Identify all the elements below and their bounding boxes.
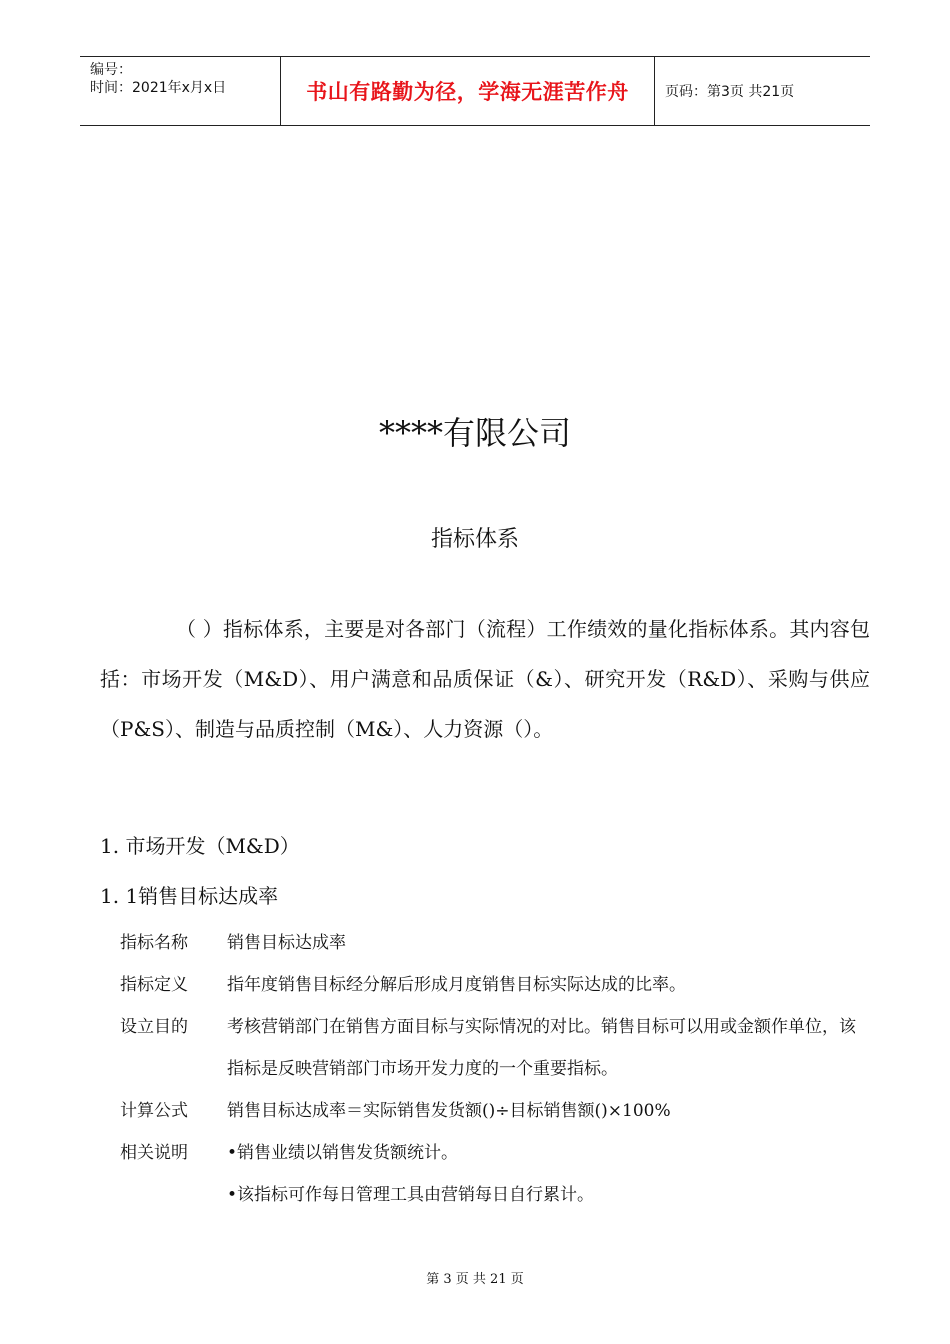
- indicator-note-1: •销售业绩以销售发货额统计。: [227, 1143, 459, 1163]
- company-title: ****有限公司: [378, 414, 571, 452]
- serial-label: 编号：: [90, 62, 132, 78]
- indicator-purpose-row: [120, 1006, 870, 1090]
- indicator-notes-values: [227, 1132, 870, 1216]
- indicator-formula-row: [120, 1090, 870, 1132]
- indicator-name-value: 销售目标达成率: [227, 933, 346, 953]
- subsection-heading-sales-target: 1. 1销售目标达成率: [100, 884, 279, 908]
- intro-paragraph: （ ）指标体系，主要是对各部门（流程）工作绩效的量化指标体系。其内容包括：市场开发（M&D）、用户满意和品质保证（&）、研究开发（R&D）、采购与供应（P&S）、制造与品质控制（M&）、人力资源（）。: [100, 617, 870, 741]
- indicator-purpose-value: 考核营销部门在销售方面目标与实际情况的对比。销售目标可以用或金额作单位，该指标是反映营销部门市场开发力度的一个重要指标。: [227, 1017, 856, 1079]
- header-page-info: 页码：第3页 共21页: [665, 84, 795, 100]
- indicator-formula-label: 计算公式: [120, 1101, 188, 1121]
- page-header: [80, 56, 870, 126]
- header-motto: 书山有路勤为径，学海无涯苦作舟: [281, 57, 655, 125]
- indicator-note-2: •该指标可作每日管理工具由营销每日自行累计。: [227, 1185, 595, 1205]
- page-footer: 第 3 页 共 21 页: [426, 1272, 524, 1287]
- indicator-formula-value: 销售目标达成率＝实际销售发货额()÷目标销售额()×100%: [227, 1101, 671, 1121]
- indicator-notes-row: [120, 1132, 870, 1216]
- indicator-name-row: [120, 922, 870, 964]
- indicator-definition-label: 指标定义: [120, 975, 188, 995]
- indicator-name-label: 指标名称: [120, 933, 188, 953]
- indicator-definition-value: 指年度销售目标经分解后形成月度销售目标实际达成的比率。: [227, 975, 686, 995]
- indicator-definition-row: [120, 964, 870, 1006]
- indicator-notes-label: 相关说明: [120, 1143, 188, 1163]
- date-text: 时间：2021年x月x日: [90, 80, 227, 96]
- header-meta-cell: [80, 57, 281, 125]
- document-subtitle: 指标体系: [430, 527, 519, 552]
- indicator-purpose-label: 设立目的: [120, 1017, 188, 1037]
- section-heading-market-development: 1. 市场开发（M&D）: [100, 834, 300, 858]
